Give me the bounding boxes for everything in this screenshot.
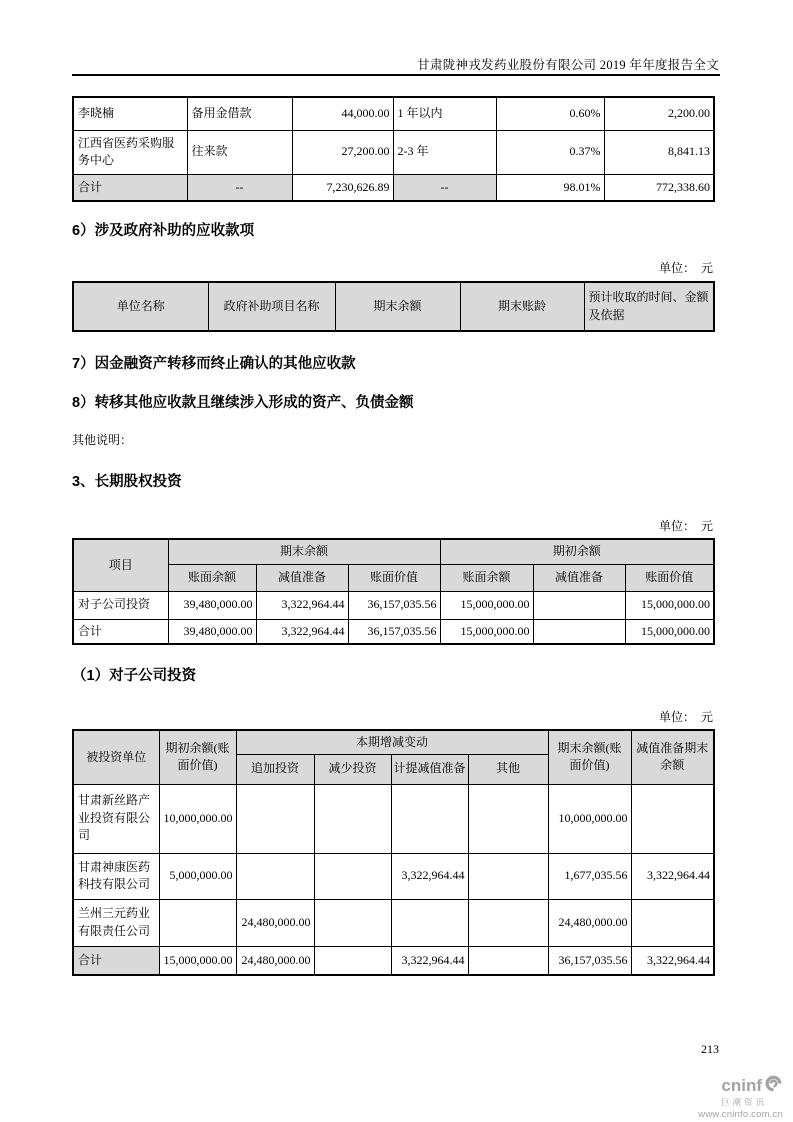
value-cell: 15,000,000.00 xyxy=(440,619,533,644)
investee-name-cell: 甘肃新丝路产业投资有限公司 xyxy=(73,784,159,853)
value-cell: 3,322,964.44 xyxy=(256,619,348,644)
value-cell xyxy=(468,946,548,975)
group-header-cell: 期末余额 xyxy=(168,539,440,564)
column-header-cell: 期末账龄 xyxy=(460,282,584,331)
column-header-cell: 账面价值 xyxy=(625,564,714,591)
column-header-cell: 其他 xyxy=(468,754,548,784)
value-cell xyxy=(468,899,548,946)
total-row xyxy=(73,174,714,201)
aging-cell: 1 年以内 xyxy=(393,97,496,130)
table-row xyxy=(73,591,714,619)
cninfo-chinese-name: 巨潮资讯 xyxy=(720,1097,767,1107)
column-header-cell: 项目 xyxy=(73,539,168,591)
column-header-cell: 减值准备 xyxy=(533,564,625,591)
value-cell: 15,000,000.00 xyxy=(440,591,533,619)
value-cell xyxy=(468,853,548,899)
row-label-cell: 合计 xyxy=(73,619,168,644)
value-cell: 36,157,035.56 xyxy=(548,946,631,975)
value-cell: 24,480,000.00 xyxy=(236,899,314,946)
column-header-cell: 追加投资 xyxy=(236,754,314,784)
value-cell xyxy=(314,784,391,853)
cninfo-swirl-icon xyxy=(764,1074,783,1096)
section-heading-long-term-equity: 3、长期股权投资 xyxy=(72,474,182,490)
other-receivables-debtors-table xyxy=(72,96,715,202)
column-header-cell: 政府补助项目名称 xyxy=(208,282,335,331)
header-row xyxy=(73,564,714,591)
value-cell: 7,230,626.89 xyxy=(292,174,393,201)
value-cell: 15,000,000.00 xyxy=(625,591,714,619)
value-cell xyxy=(314,853,391,899)
table-row xyxy=(73,97,714,130)
column-header-cell: 减少投资 xyxy=(314,754,391,784)
column-header-cell: 被投资单位 xyxy=(73,730,159,784)
debtor-name-cell: 江西省医药采购服务中心 xyxy=(73,130,187,174)
govt-subsidy-receivables-table xyxy=(72,281,715,332)
value-cell: 8,841.13 xyxy=(604,130,714,174)
unit-label: 单位： 元 xyxy=(658,710,713,724)
value-cell: 5,000,000.00 xyxy=(159,853,236,899)
investee-name-cell: 兰州三元药业有限责任公司 xyxy=(73,899,159,946)
value-cell: 1,677,035.56 xyxy=(548,853,631,899)
value-cell: 39,480,000.00 xyxy=(168,591,256,619)
value-cell: 36,157,035.56 xyxy=(348,591,440,619)
value-cell xyxy=(533,619,625,644)
row-label-cell: 合计 xyxy=(73,946,159,975)
value-cell: 10,000,000.00 xyxy=(159,784,236,853)
nature-cell: 备用金借款 xyxy=(187,97,292,130)
long-term-equity-summary-table xyxy=(72,538,715,645)
other-note-label: 其他说明： xyxy=(72,433,133,447)
nature-cell: 往来款 xyxy=(187,130,292,174)
subsidiary-investment-table xyxy=(72,729,715,976)
value-cell: 0.60% xyxy=(496,97,604,130)
value-cell: 15,000,000.00 xyxy=(625,619,714,644)
row-label-cell: 对子公司投资 xyxy=(73,591,168,619)
table-row xyxy=(73,899,714,946)
column-header-cell: 单位名称 xyxy=(73,282,208,331)
debtor-name-cell: 李晓楠 xyxy=(73,97,187,130)
value-cell: 44,000.00 xyxy=(292,97,393,130)
value-cell: 24,480,000.00 xyxy=(548,899,631,946)
header-row xyxy=(73,282,714,331)
section-heading-derecognized-receivables: 7）因金融资产转移而终止确认的其他应收款 xyxy=(72,356,356,372)
table-row xyxy=(73,130,714,174)
value-cell xyxy=(391,899,468,946)
value-cell: 772,338.60 xyxy=(604,174,714,201)
aging-cell: 2-3 年 xyxy=(393,130,496,174)
value-cell: -- xyxy=(187,174,292,201)
section-heading-subsidiary-investment: （1）对子公司投资 xyxy=(72,668,197,684)
cninfo-brand-text: cninf xyxy=(721,1075,762,1095)
total-row xyxy=(73,619,714,644)
value-cell: -- xyxy=(393,174,496,201)
total-row xyxy=(73,946,714,975)
value-cell: 3,322,964.44 xyxy=(631,946,714,975)
column-header-cell: 期末余额 xyxy=(335,282,460,331)
investee-name-cell: 甘肃神康医药科技有限公司 xyxy=(73,853,159,899)
value-cell xyxy=(314,946,391,975)
value-cell: 3,322,964.44 xyxy=(391,946,468,975)
value-cell xyxy=(468,784,548,853)
value-cell: 3,322,964.44 xyxy=(631,853,714,899)
column-header-cell: 期初余额(账面价值) xyxy=(159,730,236,784)
column-header-cell: 期末余额(账面价值) xyxy=(548,730,631,784)
table-row xyxy=(73,853,714,899)
value-cell xyxy=(631,784,714,853)
column-header-cell: 预计收取的时间、金额及依据 xyxy=(584,282,714,331)
cninfo-url: www.cninfo.com.cn xyxy=(698,1108,783,1120)
group-header-cell: 期初余额 xyxy=(440,539,714,564)
value-cell: 15,000,000.00 xyxy=(159,946,236,975)
value-cell: 0.37% xyxy=(496,130,604,174)
unit-label: 单位： 元 xyxy=(658,261,713,275)
header-row xyxy=(73,730,714,754)
value-cell xyxy=(159,899,236,946)
page-header-title: 甘肃陇神戎发药业股份有限公司 2019 年年度报告全文 xyxy=(417,58,719,72)
unit-label: 单位： 元 xyxy=(658,519,713,533)
value-cell: 10,000,000.00 xyxy=(548,784,631,853)
section-heading-transferred-receivables: 8）转移其他应收款且继续涉入形成的资产、负债金额 xyxy=(72,395,414,411)
row-label-cell: 合计 xyxy=(73,174,187,201)
value-cell: 98.01% xyxy=(496,174,604,201)
value-cell: 3,322,964.44 xyxy=(391,853,468,899)
value-cell: 2,200.00 xyxy=(604,97,714,130)
value-cell xyxy=(236,784,314,853)
page-number: 213 xyxy=(701,1042,719,1056)
column-header-cell: 账面价值 xyxy=(348,564,440,591)
column-header-cell: 计提减值准备 xyxy=(391,754,468,784)
cninfo-logo xyxy=(698,1074,783,1119)
value-cell: 27,200.00 xyxy=(292,130,393,174)
value-cell xyxy=(236,853,314,899)
column-header-cell: 减值准备 xyxy=(256,564,348,591)
column-header-cell: 账面余额 xyxy=(168,564,256,591)
column-header-cell: 减值准备期末余额 xyxy=(631,730,714,784)
column-header-cell: 账面余额 xyxy=(440,564,533,591)
header-row xyxy=(73,539,714,564)
value-cell xyxy=(533,591,625,619)
group-header-cell: 本期增减变动 xyxy=(236,730,548,754)
value-cell xyxy=(391,784,468,853)
table-row xyxy=(73,784,714,853)
header-divider xyxy=(72,74,720,76)
section-heading-govt-subsidy-receivables: 6）涉及政府补助的应收款项 xyxy=(72,223,255,239)
cninfo-brand-row xyxy=(698,1074,783,1096)
value-cell: 24,480,000.00 xyxy=(236,946,314,975)
value-cell xyxy=(314,899,391,946)
value-cell: 39,480,000.00 xyxy=(168,619,256,644)
value-cell: 36,157,035.56 xyxy=(348,619,440,644)
value-cell xyxy=(631,899,714,946)
value-cell: 3,322,964.44 xyxy=(256,591,348,619)
